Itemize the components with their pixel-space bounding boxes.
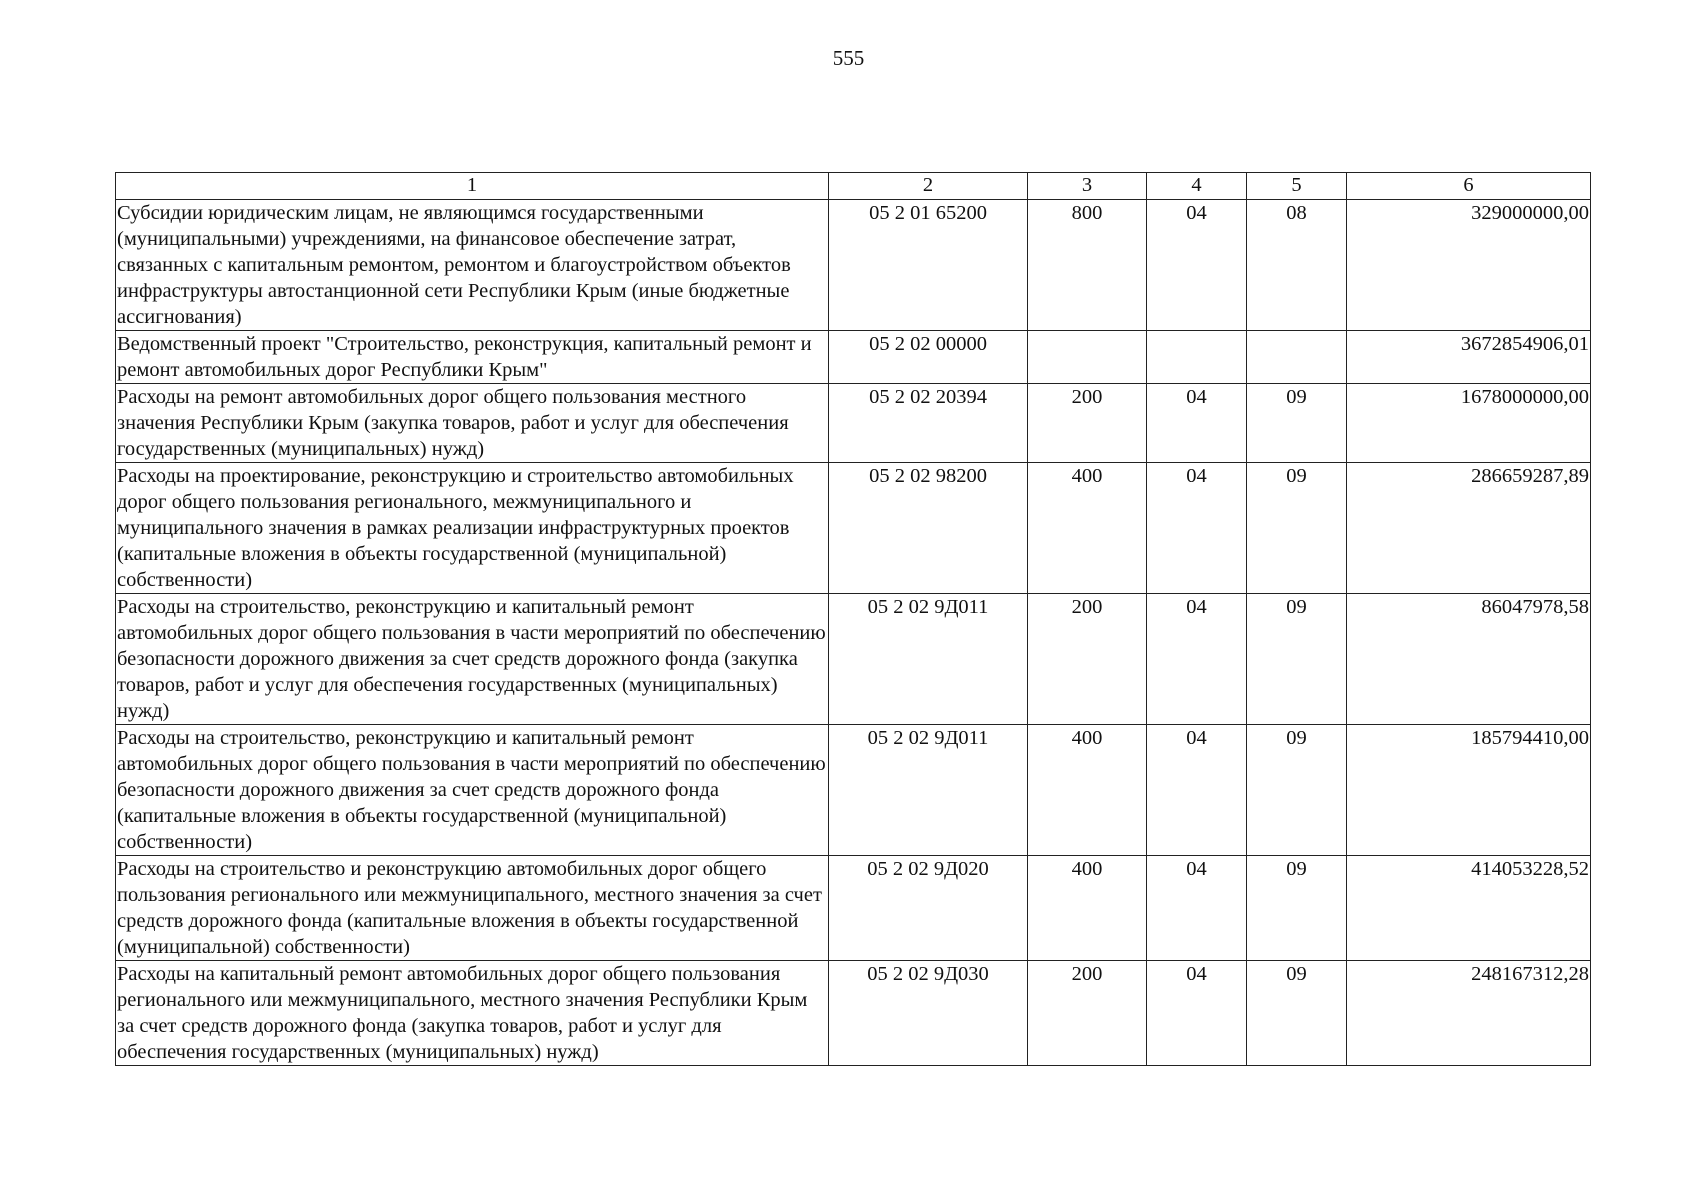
row-subsection: 09 xyxy=(1247,856,1347,961)
row-section: 04 xyxy=(1147,725,1247,856)
row-target-code: 05 2 02 00000 xyxy=(829,331,1028,384)
table-row xyxy=(116,856,1591,961)
table-row xyxy=(116,384,1591,463)
row-amount: 1678000000,00 xyxy=(1347,384,1591,463)
table-header xyxy=(116,173,1591,200)
row-section: 04 xyxy=(1147,463,1247,594)
row-amount: 185794410,00 xyxy=(1347,725,1591,856)
row-target-code: 05 2 02 9Д011 xyxy=(829,594,1028,725)
row-amount: 3672854906,01 xyxy=(1347,331,1591,384)
table-row xyxy=(116,594,1591,725)
row-section xyxy=(1147,331,1247,384)
row-expense-type: 400 xyxy=(1028,856,1147,961)
row-section: 04 xyxy=(1147,200,1247,331)
row-description: Субсидии юридическим лицам, не являющимся государственными (муниципальными) учреждениями, на финансовое обеспечение затрат, связанных с капитальным ремонтом, ремонтом и благоустройством объектов инфраструктуры автостанционной сети Республики Крым (иные бюджетные ассигнования) xyxy=(116,200,829,331)
row-subsection: 09 xyxy=(1247,725,1347,856)
row-description: Расходы на строительство, реконструкцию и капитальный ремонт автомобильных дорог общего пользования в части мероприятий по обеспечению безопасности дорожного движения за счет средств дорожного фонда (капитальные вложения в объекты государственной (муниципальной) собственности) xyxy=(116,725,829,856)
table-row xyxy=(116,961,1591,1066)
row-expense-type: 800 xyxy=(1028,200,1147,331)
row-target-code: 05 2 02 9Д030 xyxy=(829,961,1028,1066)
row-section: 04 xyxy=(1147,594,1247,725)
header-col-2: 2 xyxy=(829,173,1028,200)
header-row xyxy=(116,173,1591,200)
row-subsection: 09 xyxy=(1247,961,1347,1066)
row-target-code: 05 2 02 98200 xyxy=(829,463,1028,594)
row-expense-type: 400 xyxy=(1028,463,1147,594)
page-number: 555 xyxy=(832,46,865,70)
row-amount: 86047978,58 xyxy=(1347,594,1591,725)
row-expense-type xyxy=(1028,331,1147,384)
header-col-1: 1 xyxy=(116,173,829,200)
row-amount: 286659287,89 xyxy=(1347,463,1591,594)
row-amount: 248167312,28 xyxy=(1347,961,1591,1066)
row-target-code: 05 2 02 20394 xyxy=(829,384,1028,463)
row-subsection: 08 xyxy=(1247,200,1347,331)
row-description: Ведомственный проект "Строительство, реконструкция, капитальный ремонт и ремонт автомобильных дорог Республики Крым" xyxy=(116,331,829,384)
row-amount: 414053228,52 xyxy=(1347,856,1591,961)
row-amount: 329000000,00 xyxy=(1347,200,1591,331)
table-row xyxy=(116,725,1591,856)
table-body xyxy=(116,200,1591,1066)
row-description: Расходы на строительство, реконструкцию и капитальный ремонт автомобильных дорог общего пользования в части мероприятий по обеспечению безопасности дорожного движения за счет средств дорожного фонда (закупка товаров, работ и услуг для обеспечения государственных (муниципальных) нужд) xyxy=(116,594,829,725)
row-description: Расходы на ремонт автомобильных дорог общего пользования местного значения Республики Крым (закупка товаров, работ и услуг для обеспечения государственных (муниципальных) нужд) xyxy=(116,384,829,463)
header-col-4: 4 xyxy=(1147,173,1247,200)
row-expense-type: 200 xyxy=(1028,594,1147,725)
row-expense-type: 200 xyxy=(1028,961,1147,1066)
table-row xyxy=(116,200,1591,331)
budget-table xyxy=(115,172,1591,1066)
row-subsection: 09 xyxy=(1247,384,1347,463)
header-col-6: 6 xyxy=(1347,173,1591,200)
table-row xyxy=(116,463,1591,594)
row-target-code: 05 2 02 9Д011 xyxy=(829,725,1028,856)
row-target-code: 05 2 02 9Д020 xyxy=(829,856,1028,961)
row-expense-type: 200 xyxy=(1028,384,1147,463)
table-row xyxy=(116,331,1591,384)
row-description: Расходы на капитальный ремонт автомобильных дорог общего пользования регионального или межмуниципального, местного значения Республики Крым за счет средств дорожного фонда (закупка товаров, работ и услуг для обеспечения государственных (муниципальных) нужд) xyxy=(116,961,829,1066)
row-subsection: 09 xyxy=(1247,594,1347,725)
header-col-3: 3 xyxy=(1028,173,1147,200)
row-section: 04 xyxy=(1147,384,1247,463)
row-subsection: 09 xyxy=(1247,463,1347,594)
header-col-5: 5 xyxy=(1247,173,1347,200)
row-section: 04 xyxy=(1147,961,1247,1066)
row-description: Расходы на строительство и реконструкцию автомобильных дорог общего пользования регионального или межмуниципального, местного значения за счет средств дорожного фонда (капитальные вложения в объекты государственной (муниципальной) собственности) xyxy=(116,856,829,961)
row-description: Расходы на проектирование, реконструкцию и строительство автомобильных дорог общего пользования регионального, межмуниципального и муниципального значения в рамках реализации инфраструктурных проектов (капитальные вложения в объекты государственной (муниципальной) собственности) xyxy=(116,463,829,594)
row-target-code: 05 2 01 65200 xyxy=(829,200,1028,331)
row-section: 04 xyxy=(1147,856,1247,961)
row-expense-type: 400 xyxy=(1028,725,1147,856)
row-subsection xyxy=(1247,331,1347,384)
